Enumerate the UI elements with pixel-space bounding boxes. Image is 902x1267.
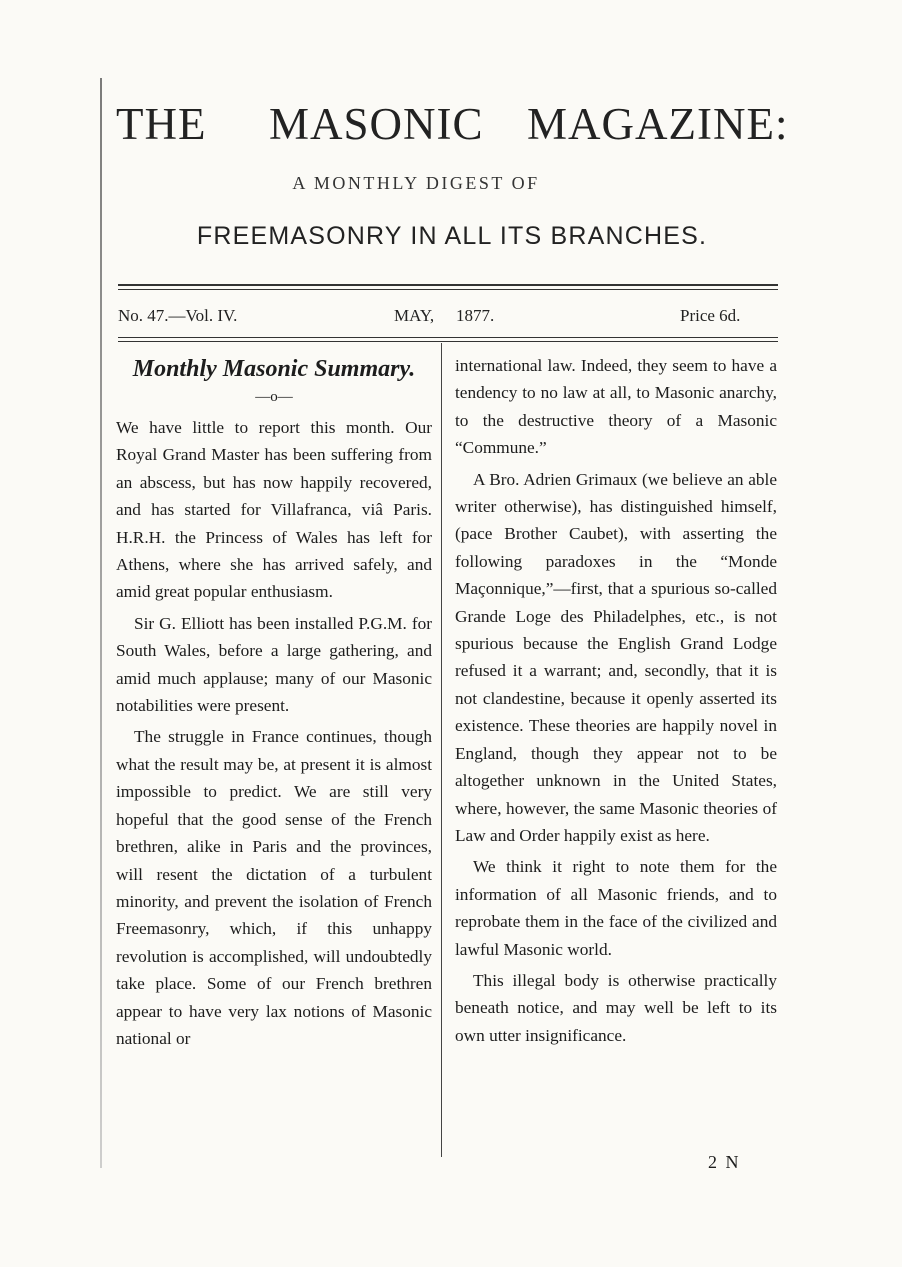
signature-mark: 2 N bbox=[708, 1152, 741, 1172]
masthead bbox=[116, 98, 788, 150]
issue-price: Price 6d. bbox=[680, 306, 741, 325]
paragraph: A Bro. Adrien Grimaux (we believe an able writer otherwise), has distinguished himself, (pace Brother Caubet), with asserting the following paradoxes in the “Monde Maçonnique,”—first, that a spurious so-called Grande Loge des Philadelphes, etc., is not spurious because the English Grand Lodge refused it a warrant; and, secondly, that it is not clandestine, because it openly asserted its existence. These theories are happily novel in England, though they appear not to be altogether unknown in the United States, where, however, the same Masonic theories of Law and Order happily exist as here. bbox=[455, 469, 777, 845]
masthead-word-magazine: MAGAZINE: bbox=[527, 99, 789, 149]
heading-separator: —o— bbox=[255, 389, 293, 405]
issue-number: No. 47.—Vol. IV. bbox=[118, 306, 238, 325]
top-rule-thin bbox=[118, 289, 778, 290]
subtitle: A MONTHLY DIGEST OF bbox=[292, 173, 540, 193]
issue-year: 1877. bbox=[456, 306, 495, 325]
left-column bbox=[116, 352, 432, 1052]
header-rule-lower bbox=[118, 341, 778, 342]
paragraph: international law. Indeed, they seem to have a tendency to no law at all, to Masonic anarchy, to the destructive theory of a Masonic “Commune.” bbox=[455, 356, 777, 458]
paragraph: We have little to report this month. Our Royal Grand Master has been suffering from an abscess, but has now happily recovered, and has started for Villafranca, viâ Paris. H.R.H. the Princess of Wales has left for Athens, where she has arrived safely, and amid great popular enthusiasm. bbox=[116, 418, 432, 602]
masthead-word-masonic: MASONIC bbox=[269, 99, 484, 149]
issue-line bbox=[118, 306, 778, 330]
article-heading: Monthly Masonic Summary. bbox=[132, 356, 416, 382]
top-rule-thick bbox=[118, 284, 778, 286]
paragraph: This illegal body is otherwise practically beneath notice, and may well be left to its own utter insignificance. bbox=[455, 970, 777, 1045]
right-column bbox=[455, 352, 777, 1049]
paragraph: The struggle in France continues, though what the result may be, at present it is almost impossible to predict. We are still very hopeful that the good sense of the French brethren, alike in Paris and the provinces, will resent the dictation of a turbulent minority, and prevent the isolation of French Freemasonry, which, if this unhappy revolution is accomplished, will undoubtedly take place. Some of our French brethren appear to have very lax notions of Masonic national or bbox=[116, 727, 432, 1048]
paragraph: We think it right to note them for the information of all Masonic friends, and to reprobate them in the face of the civilized and lawful Masonic world. bbox=[455, 857, 777, 959]
masthead-word-the: THE bbox=[116, 99, 207, 149]
header-rule-upper bbox=[118, 337, 778, 338]
column-divider bbox=[441, 343, 442, 1157]
subtitle-branches: FREEMASONRY IN ALL ITS BRANCHES. bbox=[196, 222, 708, 250]
binding-edge bbox=[100, 78, 102, 1168]
paragraph: Sir G. Elliott has been installed P.G.M. for South Wales, before a large gathering, and amid much applause; many of our Masonic notabilities were present. bbox=[116, 613, 432, 716]
issue-month: MAY, bbox=[394, 306, 435, 325]
